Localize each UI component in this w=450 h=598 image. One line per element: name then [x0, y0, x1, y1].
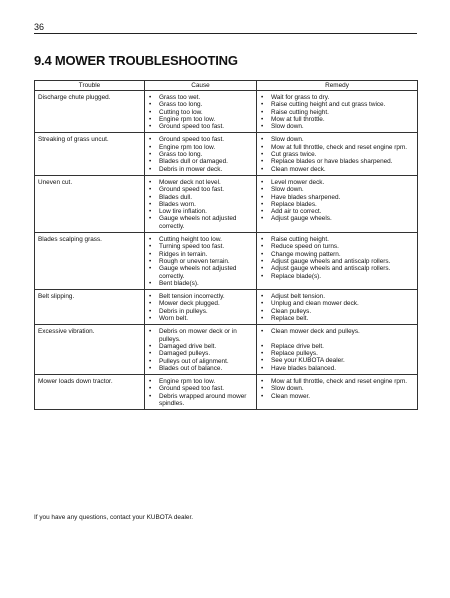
cause-item: • Engine rpm too low.: [148, 378, 253, 385]
remedy-cell: [257, 133, 418, 175]
troubleshooting-table: [34, 80, 418, 410]
cause-cell: [145, 91, 257, 133]
remedy-item: • Replace drive belt.: [260, 343, 414, 350]
remedy-item: • Mow at full throttle.: [260, 116, 414, 123]
header-cause: Cause: [145, 81, 257, 91]
remedy-item: • Slow down.: [260, 186, 414, 193]
header-rule: [34, 33, 417, 34]
cause-item: • Debris in pulleys.: [148, 308, 253, 315]
cause-item: • Low tire inflation.: [148, 208, 253, 215]
cause-item: • Gauge wheels not adjusted correctly.: [148, 265, 253, 280]
trouble-cell: Streaking of grass uncut.: [35, 133, 145, 175]
cause-item: • Ground speed too fast.: [148, 136, 253, 143]
table-row: [35, 175, 418, 232]
remedy-item: • Raise cutting height and cut grass twice.: [260, 101, 414, 108]
remedy-item: • Clean pulleys.: [260, 308, 414, 315]
cause-item: • Mower deck not level.: [148, 179, 253, 186]
remedy-item: • Adjust gauge wheels and antiscalp rollers.: [260, 258, 414, 265]
footer-note: If you have any questions, contact your KUBOTA dealer.: [34, 514, 194, 521]
remedy-item: • Clean mower.: [260, 393, 414, 400]
remedy-item: • Reduce speed on turns.: [260, 243, 414, 250]
cause-item: • Cutting too low.: [148, 109, 253, 116]
cause-item: • Ground speed too fast.: [148, 385, 253, 392]
remedy-list: [260, 94, 414, 130]
header-trouble: Trouble: [35, 81, 145, 91]
cause-cell: [145, 325, 257, 375]
remedy-item: • Replace blade(s).: [260, 273, 414, 280]
cause-cell: [145, 290, 257, 325]
remedy-item: • Adjust gauge wheels and antiscalp rollers.: [260, 265, 414, 272]
cause-list: [148, 378, 253, 407]
cause-item: • Belt tension incorrectly.: [148, 293, 253, 300]
trouble-cell: Blades scalping grass.: [35, 233, 145, 290]
table-row: [35, 133, 418, 175]
cause-cell: [145, 175, 257, 232]
cause-item: • Grass too wet.: [148, 94, 253, 101]
cause-cell: [145, 233, 257, 290]
remedy-item: • Clean mower deck.: [260, 166, 414, 173]
cause-item: • Grass too long.: [148, 101, 253, 108]
page-number: 36: [34, 22, 45, 32]
cause-list: [148, 94, 253, 130]
cause-item: • Blades dull.: [148, 194, 253, 201]
remedy-item: • Replace pulleys.: [260, 350, 414, 357]
cause-item: • Grass too long.: [148, 151, 253, 158]
header-remedy: Remedy: [257, 81, 418, 91]
cause-item: • Engine rpm too low.: [148, 116, 253, 123]
table-row: [35, 325, 418, 375]
remedy-item: • Have blades sharpened.: [260, 194, 414, 201]
remedy-item: • Unplug and clean mower deck.: [260, 300, 414, 307]
trouble-cell: Mower loads down tractor.: [35, 375, 145, 410]
cause-item: • Debris on mower deck or in pulleys.: [148, 328, 253, 343]
remedy-list: [260, 179, 414, 223]
cause-item: • Worn belt.: [148, 315, 253, 322]
remedy-cell: [257, 175, 418, 232]
table-header-row: [35, 81, 418, 91]
cause-item: • Damaged pulleys.: [148, 350, 253, 357]
remedy-item: • Clean mower deck and pulleys.: [260, 328, 414, 335]
remedy-item: • Raise cutting height.: [260, 109, 414, 116]
remedy-item: • Change mowing pattern.: [260, 251, 414, 258]
cause-list: [148, 293, 253, 322]
remedy-item: • Adjust gauge wheels.: [260, 215, 414, 222]
cause-item: • Cutting height too low.: [148, 236, 253, 243]
remedy-item: • Replace blades.: [260, 201, 414, 208]
cause-item: • Debris wrapped around mower spindles.: [148, 393, 253, 408]
remedy-item: • Have blades balanced.: [260, 365, 414, 372]
cause-item: • Blades out of balance.: [148, 365, 253, 372]
cause-item: • Gauge wheels not adjusted correctly.: [148, 215, 253, 230]
cause-list: [148, 328, 253, 372]
remedy-item: • Adjust belt tension.: [260, 293, 414, 300]
cause-item: • Blades worn.: [148, 201, 253, 208]
cause-item: • Bent blade(s).: [148, 280, 253, 287]
cause-list: [148, 236, 253, 287]
remedy-item: • Level mower deck.: [260, 179, 414, 186]
remedy-item: • Slow down.: [260, 123, 414, 130]
remedy-list: [260, 293, 414, 322]
remedy-item: • Slow down.: [260, 385, 414, 392]
remedy-item: • Replace blades or have blades sharpened.: [260, 158, 414, 165]
trouble-cell: Excessive vibration.: [35, 325, 145, 375]
remedy-item: • See your KUBOTA dealer.: [260, 357, 414, 364]
trouble-cell: Discharge chute plugged.: [35, 91, 145, 133]
cause-cell: [145, 133, 257, 175]
cause-item: • Turning speed too fast.: [148, 243, 253, 250]
cause-cell: [145, 375, 257, 410]
cause-item: • Ridges in terrain.: [148, 251, 253, 258]
remedy-cell: [257, 325, 418, 375]
table-row: [35, 375, 418, 410]
cause-list: [148, 179, 253, 230]
remedy-item: • Wait for grass to dry.: [260, 94, 414, 101]
table-row: [35, 290, 418, 325]
cause-item: • Blades dull or damaged.: [148, 158, 253, 165]
remedy-list: [260, 328, 414, 371]
remedy-list: [260, 136, 414, 172]
table-row: [35, 233, 418, 290]
cause-item: • Debris in mower deck.: [148, 166, 253, 173]
remedy-item: • Mow at full throttle, check and reset engine rpm.: [260, 144, 414, 151]
cause-item: • Damaged drive belt.: [148, 343, 253, 350]
cause-item: • Engine rpm too low.: [148, 144, 253, 151]
remedy-cell: [257, 290, 418, 325]
remedy-item: • Slow down.: [260, 136, 414, 143]
cause-list: [148, 136, 253, 172]
section-title: 9.4 MOWER TROUBLESHOOTING: [34, 53, 238, 68]
remedy-cell: [257, 375, 418, 410]
trouble-cell: Uneven cut.: [35, 175, 145, 232]
cause-item: • Mower deck plugged.: [148, 300, 253, 307]
remedy-list: [260, 378, 414, 400]
table-row: [35, 91, 418, 133]
trouble-cell: Belt slipping.: [35, 290, 145, 325]
cause-item: • Ground speed too fast.: [148, 186, 253, 193]
remedy-item: • Mow at full throttle, check and reset engine rpm.: [260, 378, 414, 385]
remedy-item: • Raise cutting height.: [260, 236, 414, 243]
remedy-cell: [257, 91, 418, 133]
remedy-item: • Add air to correct.: [260, 208, 414, 215]
cause-item: • Rough or uneven terrain.: [148, 258, 253, 265]
remedy-item: • Replace belt.: [260, 315, 414, 322]
remedy-cell: [257, 233, 418, 290]
cause-item: • Pulleys out of alignment.: [148, 358, 253, 365]
remedy-list: [260, 236, 414, 280]
cause-item: • Ground speed too fast.: [148, 123, 253, 130]
remedy-item: • Cut grass twice.: [260, 151, 414, 158]
